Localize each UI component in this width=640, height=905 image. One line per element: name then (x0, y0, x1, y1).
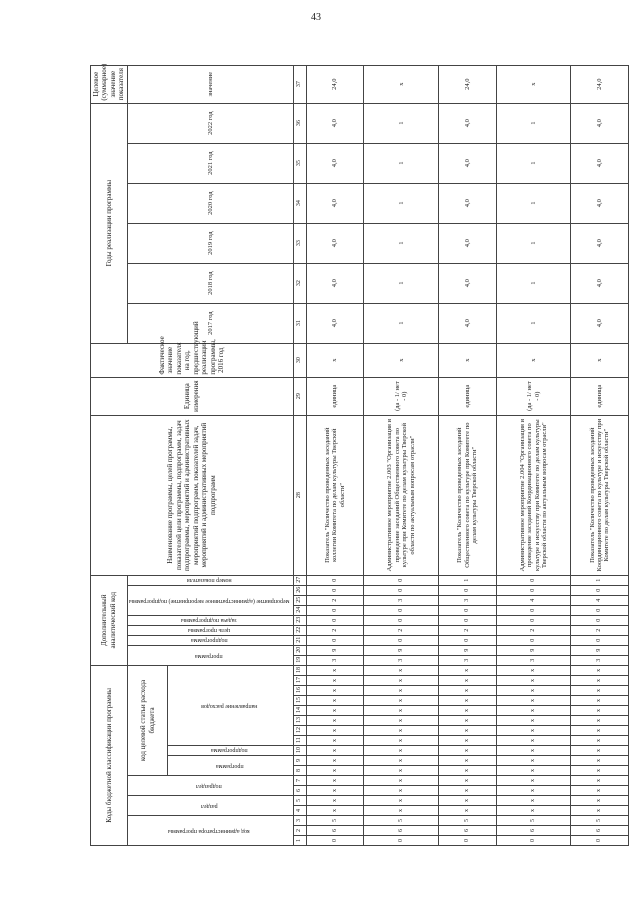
column-number: 1 (293, 836, 306, 846)
code-cell: 0 (571, 605, 629, 615)
code-cell: 3 (439, 655, 497, 665)
code-cell: х (439, 786, 497, 796)
code-cell: х (439, 806, 497, 816)
code-cell: х (306, 676, 364, 686)
row-name: Показатель "Количество проведенных заседаний коллегии Комитета по делам культуры Тверской области" (306, 415, 364, 575)
code-cell: 5 (496, 816, 571, 826)
row-year-value: 4,0 (571, 143, 629, 183)
row-base-value: х (439, 343, 497, 377)
column-number: 17 (293, 676, 306, 686)
header-unit: Единица измерения (91, 377, 294, 415)
code-cell: х (496, 736, 571, 746)
code-cell: 0 (306, 585, 364, 595)
row-year-value: 1 (496, 103, 571, 143)
code-cell: х (496, 776, 571, 786)
code-cell: х (571, 676, 629, 686)
code-cell: х (364, 796, 439, 806)
header-direction: направление расходов (168, 665, 294, 745)
code-cell: х (306, 736, 364, 746)
code-cell: 0 (571, 615, 629, 625)
code-cell: х (306, 776, 364, 786)
code-cell: х (496, 716, 571, 726)
code-cell: 0 (496, 836, 571, 846)
code-cell: х (306, 726, 364, 736)
code-cell: 3 (364, 595, 439, 605)
row-base-value: х (571, 343, 629, 377)
row-year-value: 4,0 (571, 223, 629, 263)
code-cell: х (496, 766, 571, 776)
code-cell: х (364, 706, 439, 716)
column-number: 5 (293, 796, 306, 806)
code-cell: х (364, 766, 439, 776)
code-cell: х (571, 665, 629, 675)
code-cell: 6 (571, 826, 629, 836)
row-name: Показатель "Количество проведенных заседаний Координационного совета по культуре и искусству при Комитете по делам культуры Тверской области" (571, 415, 629, 575)
code-cell: 0 (496, 575, 571, 585)
header-year-2018: 2018 год (127, 263, 293, 303)
row-unit: единица (306, 377, 364, 415)
column-number: 29 (293, 377, 306, 415)
code-cell: х (364, 746, 439, 756)
code-cell: 0 (439, 635, 497, 645)
code-cell: х (364, 756, 439, 766)
code-cell: х (306, 786, 364, 796)
code-cell: 1 (439, 575, 497, 585)
row-year-value: 1 (364, 183, 439, 223)
code-cell: 5 (364, 816, 439, 826)
code-cell: х (306, 806, 364, 816)
code-cell: х (364, 676, 439, 686)
header-admin-code: код администратора программы (127, 816, 293, 846)
code-cell: х (496, 746, 571, 756)
code-cell: х (364, 696, 439, 706)
column-number: 8 (293, 766, 306, 776)
code-cell: 5 (306, 816, 364, 826)
code-cell: х (496, 706, 571, 716)
header-base-year: Фактическое значение показателя на год, предшествующий реализации программы, 2016 год (91, 343, 294, 377)
code-cell: 0 (306, 605, 364, 615)
code-cell: х (306, 706, 364, 716)
row-year-value: 4,0 (571, 103, 629, 143)
row-year-value: 4,0 (571, 303, 629, 343)
header-a-indicator: номер показателя (127, 575, 293, 585)
rotated-table-sheet (90, 63, 611, 846)
row-year-value: 4,0 (439, 143, 497, 183)
code-cell: х (496, 726, 571, 736)
code-cell: х (439, 686, 497, 696)
row-base-value: х (496, 343, 571, 377)
row-year-value: 4,0 (439, 103, 497, 143)
code-cell: 9 (496, 645, 571, 655)
row-unit: (да - 1/ нет - 0) (364, 377, 439, 415)
column-number: 13 (293, 716, 306, 726)
code-cell: 3 (439, 595, 497, 605)
code-cell: х (571, 716, 629, 726)
column-number: 37 (293, 65, 306, 103)
row-year-value: 4,0 (571, 183, 629, 223)
code-cell: 1 (571, 575, 629, 585)
code-cell: х (439, 746, 497, 756)
code-cell: х (571, 776, 629, 786)
code-cell: х (439, 796, 497, 806)
code-cell: 6 (364, 826, 439, 836)
code-cell: 9 (571, 645, 629, 655)
column-number: 22 (293, 625, 306, 635)
row-year-value: 1 (496, 223, 571, 263)
column-number: 30 (293, 343, 306, 377)
code-cell: х (364, 776, 439, 786)
code-cell: 0 (496, 615, 571, 625)
table-rotor (90, 63, 611, 846)
code-cell: х (496, 686, 571, 696)
code-cell: 0 (496, 635, 571, 645)
code-cell: х (439, 726, 497, 736)
code-cell: х (306, 756, 364, 766)
code-cell: х (439, 716, 497, 726)
code-cell: 0 (364, 575, 439, 585)
code-cell: 4 (571, 595, 629, 605)
header-subsection: подраздел (127, 776, 293, 796)
code-cell: х (571, 786, 629, 796)
code-cell: 2 (439, 625, 497, 635)
row-base-value: х (364, 343, 439, 377)
column-number: 24 (293, 605, 306, 615)
row-name: Показатель "Количество проведенных заседаний Общественного совета по культуре при Комитете по делам культуры Тверской области" (439, 415, 497, 575)
code-cell: х (496, 786, 571, 796)
header-a-goal: цель программы (127, 625, 293, 635)
column-number: 4 (293, 806, 306, 816)
code-cell: 0 (364, 615, 439, 625)
row-year-value: 4,0 (571, 263, 629, 303)
row-total-value: х (364, 65, 439, 103)
row-year-value: 1 (364, 263, 439, 303)
row-year-value: 4,0 (306, 263, 364, 303)
column-number: 32 (293, 263, 306, 303)
column-number: 27 (293, 575, 306, 585)
code-cell: 3 (571, 655, 629, 665)
column-number: 7 (293, 776, 306, 786)
code-cell: х (496, 756, 571, 766)
row-year-value: 1 (364, 223, 439, 263)
code-cell: х (364, 806, 439, 816)
row-total-value: 24,0 (571, 65, 629, 103)
code-cell: 0 (571, 585, 629, 595)
code-cell: 9 (439, 645, 497, 655)
row-total-value: 24,0 (306, 65, 364, 103)
code-cell: х (439, 706, 497, 716)
code-cell: 0 (364, 585, 439, 595)
header-year-2022: 2022 год (127, 103, 293, 143)
code-cell: 2 (306, 625, 364, 635)
code-cell: 2 (364, 625, 439, 635)
column-number: 20 (293, 645, 306, 655)
row-year-value: 1 (364, 103, 439, 143)
column-number: 10 (293, 746, 306, 756)
table-row (364, 65, 439, 845)
code-cell: х (571, 686, 629, 696)
column-number: 33 (293, 223, 306, 263)
code-cell: х (306, 716, 364, 726)
row-unit: (да - 1/ нет - 0) (496, 377, 571, 415)
row-year-value: 1 (496, 263, 571, 303)
code-cell: 0 (364, 836, 439, 846)
column-number: 3 (293, 816, 306, 826)
code-cell: х (306, 686, 364, 696)
column-number: 18 (293, 665, 306, 675)
code-cell: х (439, 736, 497, 746)
page-number: 43 (311, 12, 321, 23)
code-cell: х (364, 736, 439, 746)
table-row (496, 65, 571, 845)
row-name: Административное мероприятие 2.004 "Организация и проведение заседаний Координационного совета по культуре и искусству при Комитете по делам культуры Тверской области по актуальным вопросам отрасли" (496, 415, 571, 575)
header-value: значение (127, 65, 293, 103)
header-analytic-code: Дополнительный аналитический код (91, 575, 128, 665)
header-budget-codes: Коды бюджетной классификации программы (91, 665, 128, 845)
header-year-2019: 2019 год (127, 223, 293, 263)
row-year-value: 4,0 (439, 303, 497, 343)
row-year-value: 4,0 (439, 223, 497, 263)
code-cell: х (571, 746, 629, 756)
code-cell: 0 (439, 836, 497, 846)
table-row (439, 65, 497, 845)
header-a-subprogram: подпрограмма (127, 635, 293, 645)
column-number: 23 (293, 615, 306, 625)
code-cell: х (571, 806, 629, 816)
code-cell: х (571, 756, 629, 766)
code-cell: 9 (306, 645, 364, 655)
code-cell: 3 (496, 655, 571, 665)
row-unit: единица (439, 377, 497, 415)
code-cell: 5 (571, 816, 629, 826)
code-cell: х (364, 716, 439, 726)
code-cell: х (496, 796, 571, 806)
column-number: 28 (293, 415, 306, 575)
column-number: 6 (293, 786, 306, 796)
column-number: 16 (293, 686, 306, 696)
code-cell: х (306, 696, 364, 706)
column-number: 19 (293, 655, 306, 665)
code-cell: 2 (571, 625, 629, 635)
header-a-task: задача подпрограммы (127, 615, 293, 625)
code-cell: 0 (306, 836, 364, 846)
code-cell: х (439, 776, 497, 786)
row-unit: единица (571, 377, 629, 415)
column-numbers-row (293, 65, 306, 845)
code-cell: х (571, 766, 629, 776)
header-program: программа (168, 756, 294, 776)
column-number: 21 (293, 635, 306, 645)
column-number: 15 (293, 696, 306, 706)
code-cell: 0 (439, 585, 497, 595)
header-target: Целевое (суммарное) значение показателя (91, 65, 128, 103)
code-cell: х (439, 696, 497, 706)
row-year-value: 4,0 (306, 143, 364, 183)
code-cell: 3 (364, 655, 439, 665)
header-row-groups (91, 65, 128, 845)
row-year-value: 4,0 (306, 183, 364, 223)
code-cell: х (496, 676, 571, 686)
code-cell: 0 (439, 605, 497, 615)
code-cell: х (306, 746, 364, 756)
code-cell: х (439, 756, 497, 766)
column-number: 35 (293, 143, 306, 183)
code-cell: 2 (496, 625, 571, 635)
code-cell: 0 (439, 615, 497, 625)
code-cell: 3 (306, 655, 364, 665)
code-cell: х (306, 665, 364, 675)
header-name: Наименование программы, целей программы, показателей цели программы, подпрограмм, задач подпрограммы, мероприятий и административных мероприятий подпрограмм, показателей задач, мероприятий и административных мероприятий подпрограмм (91, 415, 294, 575)
code-cell: х (496, 665, 571, 675)
table-row (306, 65, 364, 845)
code-cell: 5 (439, 816, 497, 826)
column-number: 31 (293, 303, 306, 343)
code-cell: 4 (496, 595, 571, 605)
code-cell: 6 (496, 826, 571, 836)
header-year-2020: 2020 год (127, 183, 293, 223)
column-number: 36 (293, 103, 306, 143)
code-cell: 6 (306, 826, 364, 836)
code-cell: 0 (571, 836, 629, 846)
row-year-value: 1 (496, 303, 571, 343)
code-cell: х (571, 726, 629, 736)
header-years: Годы реализации программы (91, 103, 128, 343)
code-cell: х (571, 796, 629, 806)
code-cell: х (306, 766, 364, 776)
code-cell: 6 (439, 826, 497, 836)
code-cell: х (364, 786, 439, 796)
code-cell: 0 (496, 605, 571, 615)
code-cell: х (439, 766, 497, 776)
column-number: 14 (293, 706, 306, 716)
code-cell: 0 (364, 605, 439, 615)
code-cell: х (571, 736, 629, 746)
code-cell: х (496, 696, 571, 706)
row-total-value: х (496, 65, 571, 103)
row-year-value: 1 (496, 183, 571, 223)
code-cell: х (306, 796, 364, 806)
code-cell: х (364, 726, 439, 736)
code-cell: 2 (306, 595, 364, 605)
code-cell: 0 (306, 615, 364, 625)
row-name: Административное мероприятие 2.003 "Организация и проведение заседаний Общественного совета по культуре при Комитете по делам культуры Тверской области по актуальным вопросам отрасли" (364, 415, 439, 575)
column-number: 12 (293, 726, 306, 736)
column-number: 25 (293, 595, 306, 605)
code-cell: х (364, 665, 439, 675)
code-cell: 0 (496, 585, 571, 595)
code-cell: х (364, 686, 439, 696)
row-total-value: 24,0 (439, 65, 497, 103)
code-cell: х (571, 706, 629, 716)
header-target-article: код целевой статьи расхода бюджета (127, 665, 167, 775)
header-subprogram: подпрограмма (168, 746, 294, 756)
column-number: 26 (293, 585, 306, 595)
row-year-value: 1 (364, 143, 439, 183)
column-number: 34 (293, 183, 306, 223)
row-year-value: 1 (496, 143, 571, 183)
code-cell: 0 (364, 635, 439, 645)
header-a-program: программа (127, 645, 293, 665)
row-year-value: 4,0 (306, 103, 364, 143)
row-base-value: х (306, 343, 364, 377)
header-section: раздел (127, 796, 293, 816)
program-indicators-table (90, 65, 629, 846)
code-cell: 0 (306, 635, 364, 645)
column-number: 2 (293, 826, 306, 836)
code-cell: 0 (571, 635, 629, 645)
header-year-2021: 2021 год (127, 143, 293, 183)
header-a-activity: мероприятие (административное мероприятие) подпрограммы (127, 585, 293, 615)
row-year-value: 4,0 (306, 303, 364, 343)
column-number: 11 (293, 736, 306, 746)
code-cell: х (496, 806, 571, 816)
row-year-value: 1 (364, 303, 439, 343)
row-year-value: 4,0 (439, 263, 497, 303)
table-row (571, 65, 629, 845)
code-cell: х (439, 676, 497, 686)
code-cell: 9 (364, 645, 439, 655)
row-year-value: 4,0 (439, 183, 497, 223)
code-cell: 0 (306, 575, 364, 585)
column-number: 9 (293, 756, 306, 766)
code-cell: х (439, 665, 497, 675)
code-cell: х (571, 696, 629, 706)
row-year-value: 4,0 (306, 223, 364, 263)
header-year-2017: 2017 год (127, 303, 293, 343)
